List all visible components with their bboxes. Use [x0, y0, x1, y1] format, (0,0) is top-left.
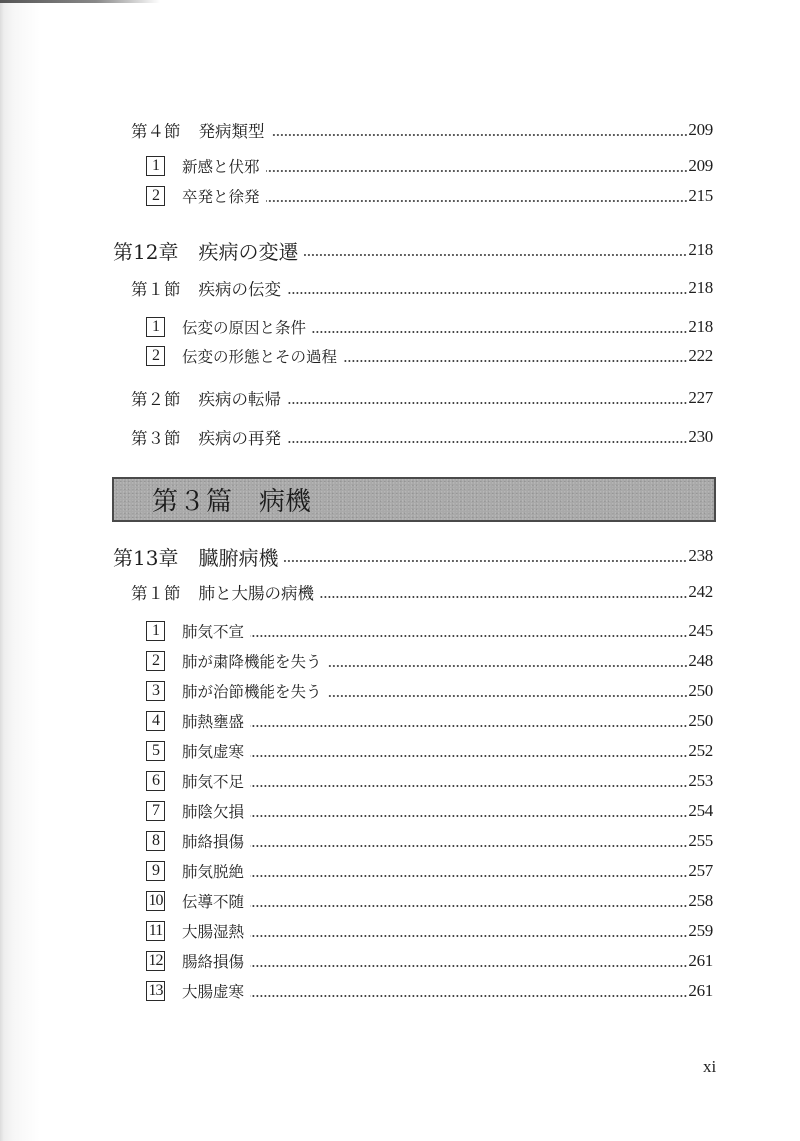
- toc-item-entry[interactable]: [146, 829, 713, 853]
- item-title: 肺気虚寒: [182, 743, 245, 761]
- item-title: 伝変の原因と条件: [182, 319, 307, 337]
- item-number-box: 1: [146, 621, 165, 641]
- scan-top-edge: [0, 0, 160, 3]
- section-number: 第２節: [131, 390, 181, 409]
- item-number-box: 1: [146, 317, 165, 337]
- part-banner: [112, 477, 716, 522]
- item-number-box: 2: [146, 346, 165, 366]
- page-number: 245: [688, 621, 713, 640]
- item-title: 肺気不足: [182, 773, 245, 791]
- page-number: 255: [688, 831, 713, 850]
- item-number-box: 7: [146, 801, 165, 821]
- page-number: 258: [688, 891, 713, 910]
- dot-leader: [250, 725, 687, 727]
- toc-item-entry[interactable]: [146, 649, 713, 673]
- item-number-box: 9: [146, 861, 165, 881]
- part-title: 病機: [259, 487, 312, 517]
- toc-item-entry[interactable]: [146, 739, 713, 763]
- dot-leader: [250, 635, 687, 637]
- toc-item-entry[interactable]: [146, 184, 713, 208]
- item-title: 腸絡損傷: [182, 953, 245, 971]
- dot-leader: [250, 785, 687, 787]
- page-number: 218: [688, 278, 713, 297]
- item-title: 新感と伏邪: [182, 158, 260, 176]
- dot-leader: [266, 200, 688, 202]
- page-number: 209: [688, 120, 713, 139]
- dot-leader: [343, 360, 687, 362]
- toc-section-entry[interactable]: [131, 425, 713, 449]
- item-title: 大腸虚寒: [182, 983, 245, 1001]
- page-number: 250: [688, 681, 713, 700]
- dot-leader: [328, 665, 688, 667]
- toc-item-entry[interactable]: [146, 344, 713, 368]
- item-number-box: 10: [146, 891, 165, 911]
- page-folio: xi: [703, 1057, 717, 1076]
- section-title: 発病類型: [198, 122, 265, 141]
- item-title: 肺気不宣: [182, 623, 245, 641]
- item-title: 肺陰欠損: [182, 803, 245, 821]
- section-number: 第１節: [131, 280, 181, 299]
- page-number: 230: [688, 427, 713, 446]
- page-number: 218: [688, 240, 713, 259]
- page-number: 252: [688, 741, 713, 760]
- toc-item-entry[interactable]: [146, 679, 713, 703]
- toc-item-entry[interactable]: [146, 859, 713, 883]
- toc-item-entry[interactable]: [146, 154, 713, 178]
- item-number-box: 6: [146, 771, 165, 791]
- toc-section-entry[interactable]: [131, 580, 713, 604]
- item-title: 肺熱壅盛: [182, 713, 245, 731]
- page-number: 222: [688, 346, 713, 365]
- page-number: 253: [688, 771, 713, 790]
- page-number: 250: [688, 711, 713, 730]
- page-number: 261: [688, 981, 713, 1000]
- section-title: 疾病の伝変: [198, 280, 281, 299]
- page-number: 248: [688, 651, 713, 670]
- page-number: 254: [688, 801, 713, 820]
- dot-leader: [266, 170, 688, 172]
- toc-item-entry[interactable]: [146, 889, 713, 913]
- section-title: 肺と大腸の病機: [198, 584, 314, 603]
- page-number: 209: [688, 156, 713, 175]
- toc-section-entry[interactable]: [131, 118, 713, 142]
- section-number: 第１節: [131, 584, 181, 603]
- page-number: 218: [688, 317, 713, 336]
- page-number: 261: [688, 951, 713, 970]
- toc-item-entry[interactable]: [146, 315, 713, 339]
- item-number-box: 11: [146, 921, 165, 941]
- dot-leader: [250, 875, 687, 877]
- toc-item-entry[interactable]: [146, 619, 713, 643]
- dot-leader: [304, 254, 687, 256]
- dot-leader: [250, 995, 687, 997]
- item-number-box: 8: [146, 831, 165, 851]
- item-title: 伝導不随: [182, 893, 245, 911]
- page-number: 238: [688, 546, 713, 565]
- toc-item-entry[interactable]: [146, 769, 713, 793]
- part-number: 第３篇: [152, 487, 234, 517]
- page-number: 227: [688, 388, 713, 407]
- item-number-box: 5: [146, 741, 165, 761]
- section-number: 第４節: [131, 122, 181, 141]
- page-gutter-shadow: [0, 0, 40, 1141]
- item-number-box: 1: [146, 156, 165, 176]
- item-number-box: 2: [146, 651, 165, 671]
- item-title: 伝変の形態とその過程: [182, 348, 338, 366]
- section-title: 疾病の再発: [198, 429, 281, 448]
- chapter-title: 臓腑病機: [198, 545, 279, 570]
- item-number-box: 12: [146, 951, 165, 971]
- page-number: 215: [688, 186, 713, 205]
- toc-chapter-entry[interactable]: [113, 238, 713, 262]
- dot-leader: [250, 815, 687, 817]
- dot-leader: [284, 560, 687, 562]
- toc-item-entry[interactable]: [146, 979, 713, 1003]
- item-title: 肺が粛降機能を失う: [182, 653, 322, 671]
- dot-leader: [312, 331, 687, 333]
- toc-item-entry[interactable]: [146, 709, 713, 733]
- dot-leader: [250, 905, 687, 907]
- dot-leader: [250, 755, 687, 757]
- toc-section-entry[interactable]: [131, 276, 713, 300]
- toc-item-entry[interactable]: [146, 799, 713, 823]
- dot-leader: [287, 441, 687, 443]
- dot-leader: [328, 695, 688, 697]
- toc-chapter-entry[interactable]: [113, 544, 713, 568]
- section-number: 第３節: [131, 429, 181, 448]
- dot-leader: [250, 845, 687, 847]
- toc-item-entry[interactable]: [146, 949, 713, 973]
- item-title: 大腸湿熱: [182, 923, 245, 941]
- section-title: 疾病の転帰: [198, 390, 281, 409]
- dot-leader: [287, 292, 687, 294]
- chapter-number: 第12章: [113, 239, 179, 264]
- item-number-box: 2: [146, 186, 165, 206]
- item-title: 肺が治節機能を失う: [182, 683, 322, 701]
- dot-leader: [250, 935, 687, 937]
- item-number-box: 13: [146, 981, 165, 1001]
- dot-leader: [271, 134, 688, 136]
- item-title: 肺絡損傷: [182, 833, 245, 851]
- item-number-box: 3: [146, 681, 165, 701]
- chapter-title: 疾病の変遷: [198, 239, 299, 264]
- item-number-box: 4: [146, 711, 165, 731]
- page-number: 242: [688, 582, 713, 601]
- toc-section-entry[interactable]: [131, 386, 713, 410]
- dot-leader: [320, 596, 687, 598]
- toc-item-entry[interactable]: [146, 919, 713, 943]
- dot-leader: [250, 965, 687, 967]
- chapter-number: 第13章: [113, 545, 179, 570]
- dot-leader: [287, 402, 687, 404]
- page-number: 257: [688, 861, 713, 880]
- item-title: 卒発と徐発: [182, 188, 260, 206]
- item-title: 肺気脱絶: [182, 863, 245, 881]
- page-number: 259: [688, 921, 713, 940]
